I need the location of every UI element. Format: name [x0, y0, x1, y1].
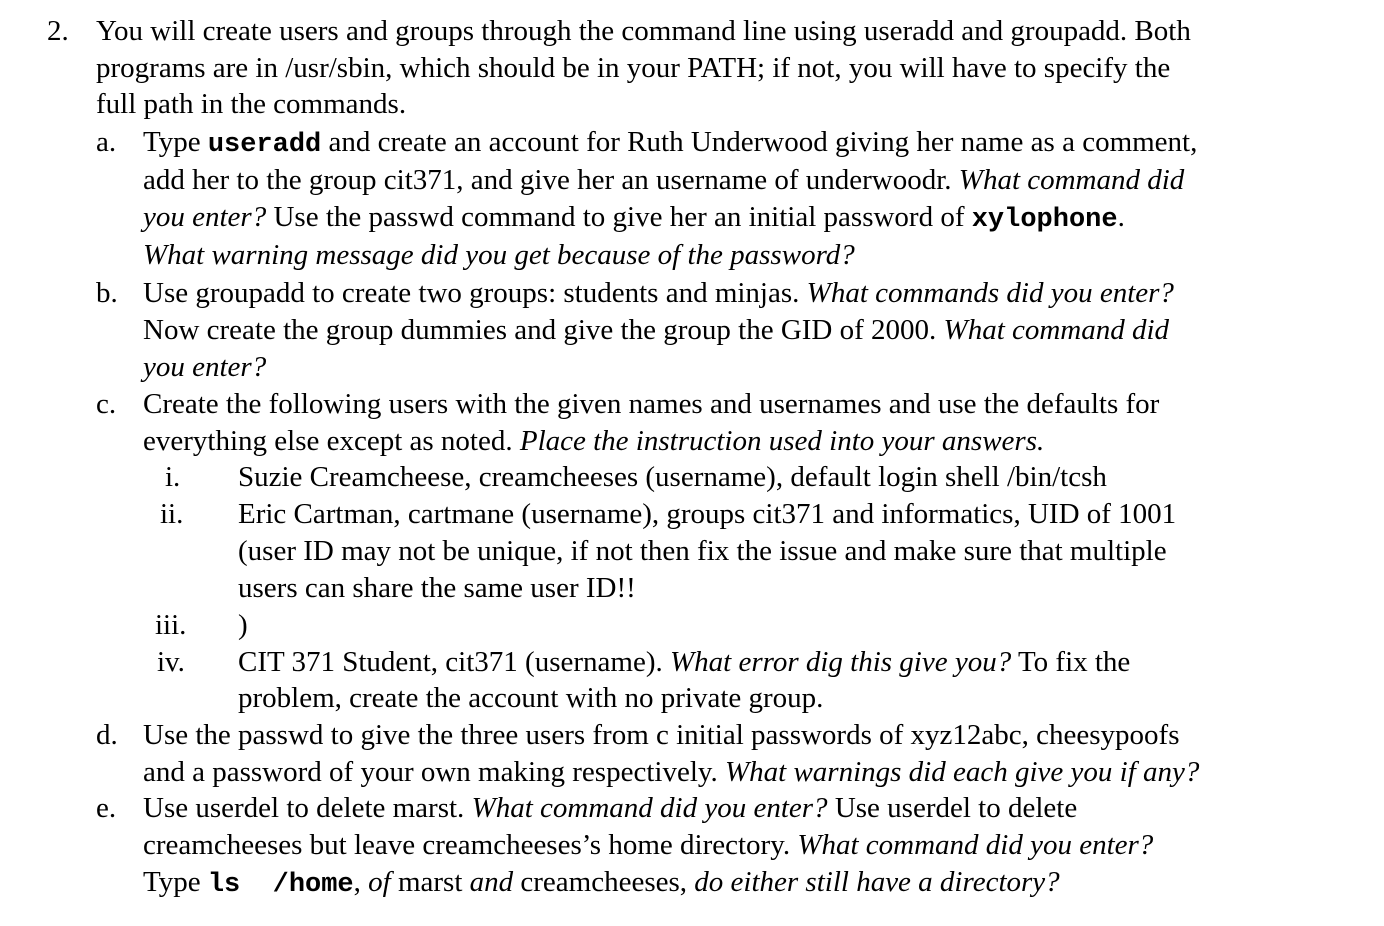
item-c-l2-plain: everything else except as noted. — [143, 425, 513, 457]
item-b-l1-question: What commands did you enter? — [806, 277, 1174, 309]
subitem-iv-line-1 — [238, 648, 1130, 677]
item-a-line-1 — [143, 128, 1197, 159]
item-a-line-3 — [143, 203, 1125, 234]
item-e-l1-post: Use userdel to delete — [834, 792, 1078, 824]
subitem-ii-line-3: users can share the same user ID!! — [238, 572, 636, 604]
item-a-l3-dot: . — [1117, 201, 1125, 233]
item-b-line-2 — [143, 316, 1169, 345]
item-a-l4-question: What warning message did you get because of the password? — [143, 239, 855, 271]
item-d-l2-question: What warnings did each give you if any? — [725, 756, 1200, 788]
item-2-line-1: You will create users and groups through the command line using useradd and groupadd. Both — [96, 15, 1191, 47]
item-d-line-2 — [143, 758, 1199, 787]
subitem-iv-line-2: problem, create the account with no private group. — [238, 682, 824, 714]
subitem-ii-marker: ii. — [160, 498, 184, 530]
item-c-line-1: Create the following users with the given names and usernames and use the defaults for — [143, 388, 1160, 420]
item-a-l3-question: you enter? — [143, 201, 267, 233]
item-e-l2-plain: creamcheeses but leave creamcheeses’s home directory. — [143, 829, 791, 861]
item-b-l2-plain: Now create the group dummies and give the group the GID of 2000. — [143, 314, 937, 346]
item-a-marker: a. — [96, 126, 117, 158]
item-e-line-3 — [143, 868, 1060, 899]
item-e-marker: e. — [96, 792, 117, 824]
item-c-marker: c. — [96, 388, 117, 420]
item-b-marker: b. — [96, 277, 118, 309]
item-e-l3-of: of — [368, 866, 391, 898]
item-c-line-2 — [143, 427, 1044, 456]
item-a-line-4 — [143, 241, 855, 270]
item-a-l1-pre: Type — [143, 126, 201, 158]
subitem-iii-marker: iii. — [155, 609, 187, 641]
subitem-i-text: Suzie Creamcheese, creamcheeses (username), default login shell /bin/tcsh — [238, 461, 1107, 493]
subitem-iv-plain: CIT 371 Student, cit371 (username). — [238, 646, 663, 678]
ls-home-code: ls /home — [207, 870, 354, 900]
item-a-l1-post: and create an account for Ruth Underwood giving her name as a comment, — [328, 126, 1198, 158]
item-e-l3-question: do either still have a directory? — [694, 866, 1060, 898]
subitem-iv-question: What error dig this give you? — [669, 646, 1012, 678]
item-e-l3-cream: creamcheeses, — [520, 866, 688, 898]
subitem-i-marker: i. — [165, 461, 181, 493]
item-2-marker: 2. — [47, 15, 69, 47]
item-e-l3-and: and — [469, 866, 514, 898]
item-e-l3-comma: , — [353, 866, 361, 898]
xylophone-code: xylophone — [971, 205, 1118, 235]
item-b-l3-question: you enter? — [143, 351, 267, 383]
item-d-line-1: Use the passwd to give the three users from c initial passwords of xyz12abc, cheesypoofs — [143, 719, 1180, 751]
subitem-iii-text: ) — [238, 609, 248, 641]
item-e-l3-marst: marst — [397, 866, 463, 898]
item-a-line-2 — [143, 166, 1184, 195]
item-e-line-1 — [143, 794, 1077, 823]
item-d-l2-plain: and a password of your own making respectively. — [143, 756, 718, 788]
item-b-line-1 — [143, 279, 1174, 308]
item-b-line-3 — [143, 353, 266, 382]
item-c-l2-question: Place the instruction used into your answers. — [519, 425, 1045, 457]
useradd-code: useradd — [207, 130, 322, 160]
item-2-line-3: full path in the commands. — [96, 88, 407, 120]
item-b-l2-question: What command did — [943, 314, 1170, 346]
item-b-l1-plain: Use groupadd to create two groups: students and minjas. — [143, 277, 800, 309]
item-e-l2-question: What command did you enter? — [797, 829, 1154, 861]
item-e-l3-pre: Type — [143, 866, 201, 898]
subitem-iv-post: To fix the — [1017, 646, 1131, 678]
item-2-line-2: programs are in /usr/sbin, which should be in your PATH; if not, you will have to specify the — [96, 52, 1171, 84]
item-e-line-2 — [143, 831, 1153, 860]
item-e-l1-question: What command did you enter? — [471, 792, 828, 824]
item-e-l1-plain: Use userdel to delete marst. — [143, 792, 465, 824]
item-a-l2-plain: add her to the group cit371, and give her an username of underwoodr. — [143, 164, 952, 196]
subitem-ii-line-1: Eric Cartman, cartmane (username), groups cit371 and informatics, UID of 1001 — [238, 498, 1177, 530]
subitem-ii-line-2: (user ID may not be unique, if not then fix the issue and make sure that multiple — [238, 535, 1167, 567]
item-a-l2-question: What command did — [958, 164, 1185, 196]
item-d-marker: d. — [96, 719, 118, 751]
subitem-iv-marker: iv. — [157, 646, 185, 678]
item-a-l3-plain: Use the passwd command to give her an initial password of — [273, 201, 965, 233]
